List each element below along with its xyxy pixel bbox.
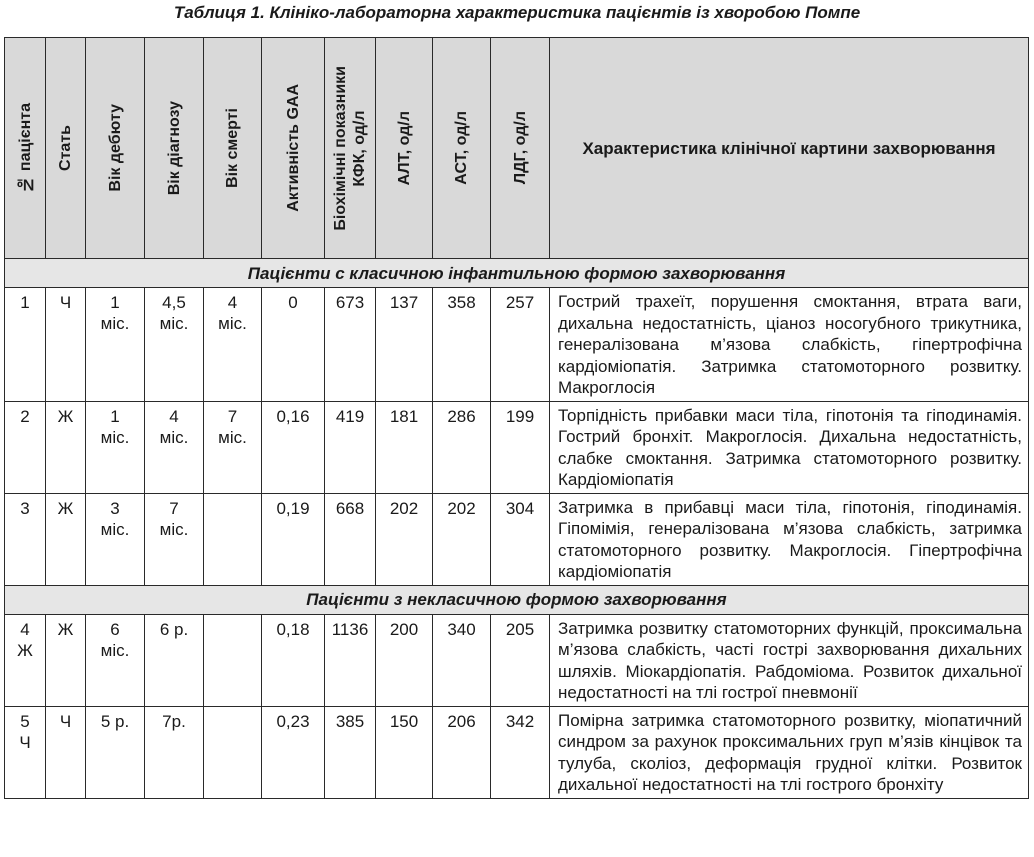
cell-patient-no [5, 614, 46, 706]
cell-sex-line: Ч [59, 293, 72, 312]
cell-ck [325, 401, 376, 493]
cell-ast [433, 614, 491, 706]
cell-onset-age [86, 288, 145, 402]
cell-ast-line: 202 [447, 498, 476, 518]
cell-patient-no-line: 1 [20, 293, 30, 312]
cell-diagnosis-age-line: міс. [159, 427, 189, 447]
cell-patient-no [5, 401, 46, 493]
cell-description: Помірна затримка статомоторного розвитку, міопатичний синдром за рахунок проксимальних груп м’язів кінцівок та тулуба, сколіоз, деформація грудної клітки. Розвиток дихальної недостатності на тлі гострого бронхіту [550, 706, 1029, 798]
section-row [5, 585, 1029, 614]
cell-description: Торпідність прибавки маси тіла, гіпотонія та гіподинамія. Гострий бронхіт. Макроглосія. Дихальна недостатність, слабке смоктання. Затримка статомоторного розвитку. Кардіоміопатія [550, 401, 1029, 493]
cell-ldh [491, 288, 550, 402]
header-description: Характеристика клінічної картини захворювання [550, 38, 1029, 259]
header-diagnosis-age: Вік діагнозу [145, 38, 204, 259]
cell-death-age-line: міс. [218, 427, 247, 447]
cell-onset-age-line: міс. [100, 640, 130, 660]
cell-ck [325, 614, 376, 706]
cell-diagnosis-age [145, 614, 204, 706]
cell-gaa-line: 0 [288, 293, 298, 312]
cell-alt-line: 137 [389, 293, 419, 312]
header-patient-no: № пацієнта [5, 38, 46, 259]
cell-diagnosis-age-line: 7р. [162, 711, 186, 731]
cell-alt [376, 614, 433, 706]
header-alt: АЛТ, од/л [376, 38, 433, 259]
header-row [5, 38, 1029, 259]
table-row [5, 288, 1029, 402]
cell-gaa-line: 0,23 [276, 711, 310, 731]
header-sex: Стать [46, 38, 86, 259]
cell-onset-age-line: 3 [110, 498, 120, 518]
cell-onset-age-line: 5 р. [100, 711, 130, 731]
cell-ldh-line: 257 [505, 293, 535, 312]
cell-onset-age-line: міс. [100, 427, 130, 447]
cell-death-age [204, 401, 262, 493]
header-onset-age: Вік дебюту [86, 38, 145, 259]
cell-sex-line: Ч [59, 711, 72, 731]
cell-ck-line: 385 [335, 711, 365, 731]
cell-death-age [204, 288, 262, 402]
cell-ast-line: 286 [447, 406, 476, 426]
cell-alt-line: 200 [389, 619, 419, 639]
cell-sex [46, 288, 86, 402]
cell-ck [325, 706, 376, 798]
table-caption: Таблиця 1. Клініко-лабораторна характеристика пацієнтів із хворобою Помпе [173, 3, 861, 22]
cell-ldh-line: 205 [505, 619, 535, 639]
header-death-age: Вік смерті [204, 38, 262, 259]
cell-onset-age [86, 493, 145, 585]
cell-patient-no-line: 3 [20, 498, 30, 518]
cell-diagnosis-age [145, 706, 204, 798]
header-ldh: ЛДГ, од/л [491, 38, 550, 259]
cell-patient-no-line: Ж [17, 640, 33, 660]
cell-ast-line: 340 [447, 619, 476, 639]
cell-gaa [262, 288, 325, 402]
cell-alt-line: 202 [389, 498, 419, 518]
cell-onset-age [86, 401, 145, 493]
table-row [5, 706, 1029, 798]
header-biochem-line1: Біохімічні показники [332, 65, 349, 231]
cell-diagnosis-age-line: 4,5 [162, 293, 186, 312]
cell-death-age [204, 614, 262, 706]
cell-diagnosis-age-line: міс. [159, 519, 189, 539]
cell-ast-line: 206 [447, 711, 476, 731]
cell-onset-age-line: 1 [110, 406, 120, 426]
cell-sex-line: Ж [57, 619, 74, 639]
cell-gaa [262, 493, 325, 585]
cell-patient-no-line: 4 [20, 619, 30, 639]
cell-alt [376, 288, 433, 402]
cell-sex [46, 706, 86, 798]
cell-ast [433, 401, 491, 493]
cell-onset-age-line: 1 [110, 293, 120, 312]
cell-sex [46, 401, 86, 493]
cell-onset-age [86, 706, 145, 798]
cell-ldh-line: 304 [505, 498, 535, 518]
cell-ast-line: 358 [447, 293, 476, 312]
cell-death-age-line: міс. [218, 314, 247, 333]
cell-onset-age-line: міс. [100, 314, 130, 333]
cell-gaa [262, 614, 325, 706]
cell-ldh-line: 342 [505, 711, 535, 731]
cell-ldh [491, 401, 550, 493]
cell-gaa-line: 0,16 [276, 406, 310, 426]
cell-patient-no-line: 5 [20, 711, 30, 731]
cell-onset-age [86, 614, 145, 706]
cell-alt [376, 401, 433, 493]
cell-description: Затримка в прибавці маси тіла, гіпотонія, гіподинамія. Гіпомімія, генералізована м’язова слабкість, затримка статомоторного розвитку. Макроглосія. Гіпертрофічна кардіоміопатія [550, 493, 1029, 585]
cell-patient-no [5, 706, 46, 798]
table-row [5, 614, 1029, 706]
cell-ldh [491, 614, 550, 706]
cell-ck-line: 1136 [331, 619, 369, 639]
section-title: Пацієнти с класичною інфантильною формою захворювання [5, 259, 1029, 288]
cell-ldh [491, 493, 550, 585]
cell-gaa [262, 706, 325, 798]
cell-onset-age-line: міс. [100, 519, 130, 539]
cell-ldh [491, 706, 550, 798]
header-ast: АСТ, од/л [433, 38, 491, 259]
cell-patient-no-line: 2 [20, 406, 30, 426]
cell-sex [46, 493, 86, 585]
cell-death-age [204, 493, 262, 585]
cell-patient-no-line: Ч [19, 732, 31, 752]
cell-ast [433, 706, 491, 798]
cell-ck [325, 288, 376, 402]
patient-table [4, 37, 1029, 799]
cell-patient-no [5, 493, 46, 585]
header-gaa-activity: Активність GAA [262, 38, 325, 259]
header-biochem-line2: КФК, од/л [351, 109, 368, 187]
cell-sex-line: Ж [57, 498, 74, 518]
cell-description: Гострий трахеїт, порушення смоктання, втрата ваги, дихальна недостатність, ціаноз носогубного трикутника, генералізована м’язова слабкість, гіпертрофічна кардіоміопатія. Затримка статомоторного розвитку. Макроглосія [550, 288, 1029, 402]
cell-diagnosis-age-line: міс. [159, 314, 189, 333]
cell-sex [46, 614, 86, 706]
cell-ast [433, 288, 491, 402]
cell-description: Затримка розвитку статомоторних функцій, проксимальна м’язова слабкість, часті гострі захворювання дихальних шляхів. Міокардіопатія. Рабдоміома. Розвиток дихальної недостатності на тлі гострої пневмонії [550, 614, 1029, 706]
table-row [5, 493, 1029, 585]
cell-sex-line: Ж [57, 406, 74, 426]
header-biochem-ck [325, 38, 376, 259]
cell-ast [433, 493, 491, 585]
cell-diagnosis-age-line: 6 р. [159, 619, 189, 639]
cell-diagnosis-age [145, 401, 204, 493]
cell-gaa-line: 0,19 [276, 498, 310, 518]
cell-diagnosis-age-line: 4 [169, 406, 179, 426]
cell-diagnosis-age-line: 7 [169, 498, 179, 518]
section-row [5, 259, 1029, 288]
cell-ck-line: 419 [335, 406, 365, 426]
cell-alt [376, 493, 433, 585]
cell-alt-line: 181 [389, 406, 419, 426]
cell-gaa-line: 0,18 [276, 619, 310, 639]
cell-ck-line: 668 [335, 498, 365, 518]
cell-patient-no [5, 288, 46, 402]
cell-alt [376, 706, 433, 798]
cell-ck-line: 673 [335, 293, 365, 312]
cell-gaa [262, 401, 325, 493]
cell-death-age-line: 7 [227, 406, 238, 426]
cell-diagnosis-age [145, 493, 204, 585]
cell-death-age-line: 4 [227, 293, 238, 312]
cell-ck [325, 493, 376, 585]
section-title: Пацієнти з некласичною формою захворювання [5, 585, 1029, 614]
table-row [5, 401, 1029, 493]
cell-diagnosis-age [145, 288, 204, 402]
cell-onset-age-line: 6 [110, 619, 120, 639]
cell-ldh-line: 199 [505, 406, 535, 426]
cell-death-age [204, 706, 262, 798]
cell-alt-line: 150 [389, 711, 419, 731]
